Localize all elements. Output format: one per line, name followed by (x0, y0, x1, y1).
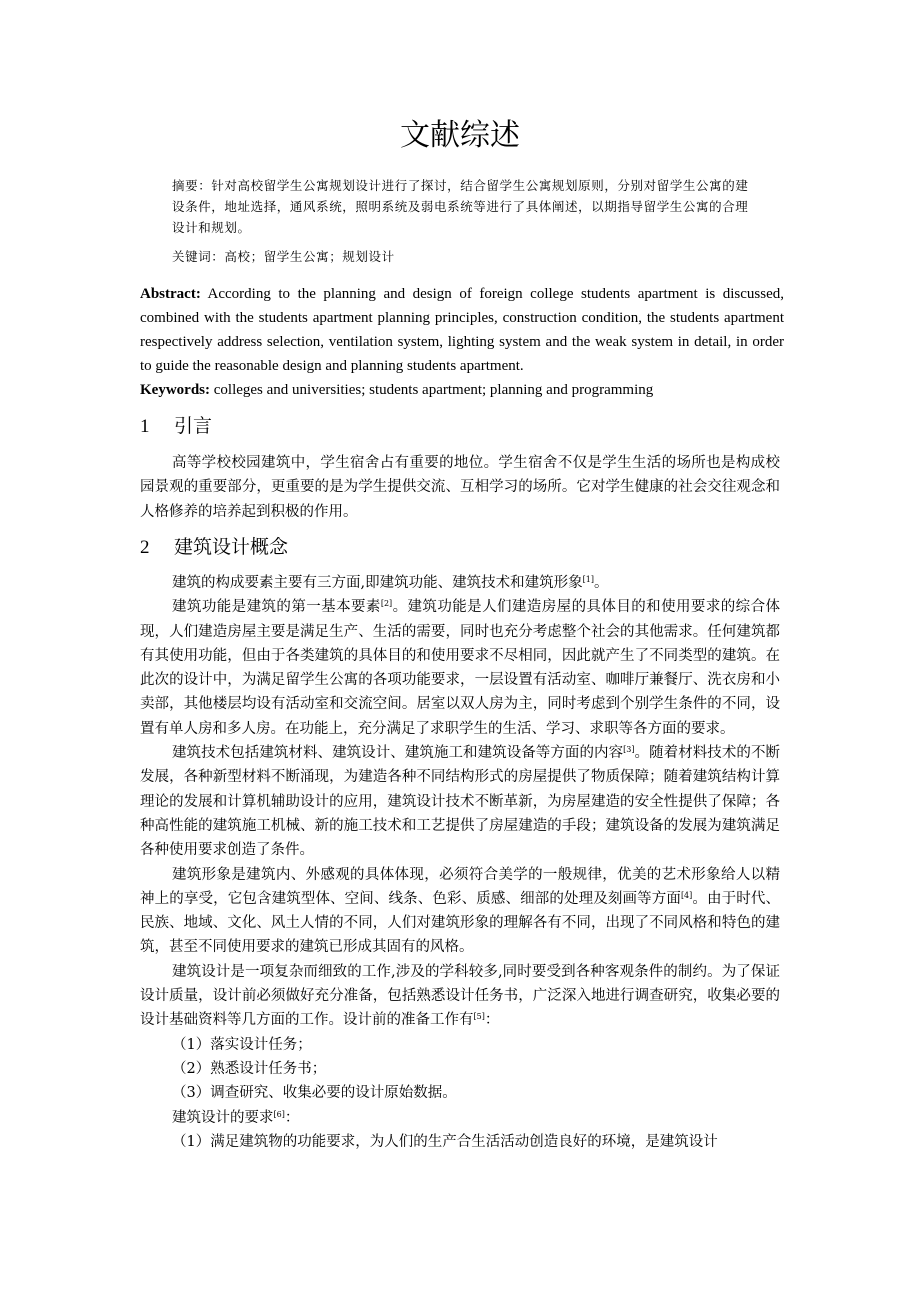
paragraph (140, 863, 780, 960)
chinese-keywords-label: 关键词： (172, 249, 225, 264)
paragraph: 高等学校校园建筑中，学生宿舍占有重要的地位。学生宿舍不仅是学生生活的场所也是构成校园景观的重要部分，更重要的是为学生提供交流、互相学习的场所。它对学生健康的社会交往观念和人格修养的培养起到积极的作用。 (140, 455, 780, 520)
chinese-keywords (172, 246, 752, 267)
list-item: （3）调查研究、收集必要的设计原始数据。 (172, 1085, 457, 1102)
paragraph-text: ： (484, 1012, 500, 1029)
citation-ref: [2] (380, 599, 393, 609)
paragraph-text: 建筑设计是一项复杂而细致的工作,涉及的学科较多,同时要受到各种客观条件的制约。为了保证设计质量，设计前必须做好充分准备，包括熟悉设计任务书，广泛深入地进行调查研究，收集必要的设计基础资料等几方面的工作。设计前的准备工作有 (140, 963, 780, 1029)
section-heading-introduction (140, 413, 212, 440)
paragraph (140, 960, 780, 1033)
paragraph-text: ： (284, 1109, 300, 1126)
citation-ref: [3] (623, 745, 635, 755)
english-abstract (140, 282, 784, 378)
paragraph (140, 1106, 780, 1130)
english-keywords-label: Keywords: (140, 382, 210, 398)
paragraph-text: 建筑技术包括建筑材料、建筑设计、建筑施工和建筑设备等方面的内容 (172, 745, 624, 762)
paragraph-text: 。建筑功能是人们建造房屋的具体目的和使用要求的综合体现，人们建造房屋主要是满足生产、生活的需要，同时也充分考虑整个社会的其他需求。任何建筑都有其使用功能，但由于各类建筑的具体目的和使用要求不尽相同，因此就产生了不同类型的建筑。在此次的设计中，为满足留学生公寓的各项功能要求，一层设置有活动室、咖啡厅兼餐厅、洗衣房和小卖部，其他楼层均设有活动室和交流空间。居室以双人房为主，同时考虑到个别学生条件的不同，设置有单人房和多人房。在功能上，充分满足了求职学生的生活、学习、求职等各方面的要求。 (140, 599, 781, 737)
chinese-abstract (172, 175, 752, 238)
citation-ref: [6] (273, 1109, 285, 1119)
paragraph-text: 建筑功能是建筑的第一基本要素 (172, 599, 381, 616)
section-number: 2 (140, 537, 150, 558)
citation-ref: [1] (582, 575, 594, 584)
paragraph-text: 建筑的构成要素主要有三方面,即建筑功能、建筑技术和建筑形象 (172, 575, 583, 591)
chinese-abstract-text: 针对高校留学生公寓规划设计进行了探讨，结合留学生公寓规划原则，分别对留学生公寓的建设条件，地址选择，通风系统，照明系统及弱电系统等进行了具体阐述，以期指导留学生公寓的合理设计和规划。 (172, 178, 749, 235)
page-title: 文献综述 (400, 118, 520, 153)
paragraph (140, 741, 780, 862)
english-abstract-label: Abstract: (140, 286, 201, 302)
list-item: （2）熟悉设计任务书； (172, 1060, 327, 1077)
citation-ref: [4] (680, 890, 693, 900)
english-abstract-text: According to the planning and design of foreign college students apartment is discussed, combined with the students apartment planning principles, construction condition, the students apartment respectively address selection, ventilation system, lighting system and the weak system in detail, in order to guide the reasonable design and planning students apartment. (140, 286, 784, 374)
section-architecture-body (140, 571, 780, 1154)
section-title: 建筑设计概念 (174, 536, 289, 558)
list-item: （1）落实设计任务； (172, 1036, 312, 1053)
paragraph-text: 。随着材料技术的不断发展，各种新型材料不断涌现，为建造各种不同结构形式的房屋提供了物质保障；随着建筑结构计算理论的发展和计算机辅助设计的应用，建筑设计技术不断革新，为房屋建造的安全性提供了保障；各种高性能的建筑施工机械、新的施工技术和工艺提供了房屋建造的手段；建筑设备的发展为建筑满足各种使用要求创造了条件。 (140, 745, 781, 859)
citation-ref: [5] (473, 1012, 485, 1022)
paragraph-text: 。由于时代、民族、地域、文化、风土人情的不同，人们对建筑形象的理解各有不同，出现了不同风格和特色的建筑，甚至不同使用要求的建筑已形成其固有的风格。 (140, 890, 781, 956)
section-title: 引言 (174, 415, 213, 437)
section-number: 1 (140, 416, 150, 437)
paragraph-text: 建筑设计的要求 (172, 1109, 274, 1126)
chinese-keywords-text: 高校；留学生公寓；规划设计 (224, 249, 395, 264)
section-introduction-body (140, 451, 780, 524)
chinese-abstract-label: 摘要： (172, 178, 212, 193)
paragraph (140, 571, 780, 595)
english-keywords-text: colleges and universities; students apartment; planning and programming (210, 382, 654, 398)
english-keywords (140, 378, 784, 402)
paragraph-text: 建筑形象是建筑内、外感观的具体体现，必须符合美学的一般规律，优美的艺术形象给人以精神上的享受，它包含建筑型体、空间、线条、色彩、质感、细部的处理及刻画等方面 (140, 866, 780, 907)
list-item: （1）满足建筑物的功能要求，为人们的生产合生活活动创造良好的环境，是建筑设计 (172, 1133, 718, 1150)
paragraph (140, 595, 780, 741)
paragraph-text: 。 (593, 575, 609, 591)
section-heading-architecture-concept (140, 534, 288, 561)
